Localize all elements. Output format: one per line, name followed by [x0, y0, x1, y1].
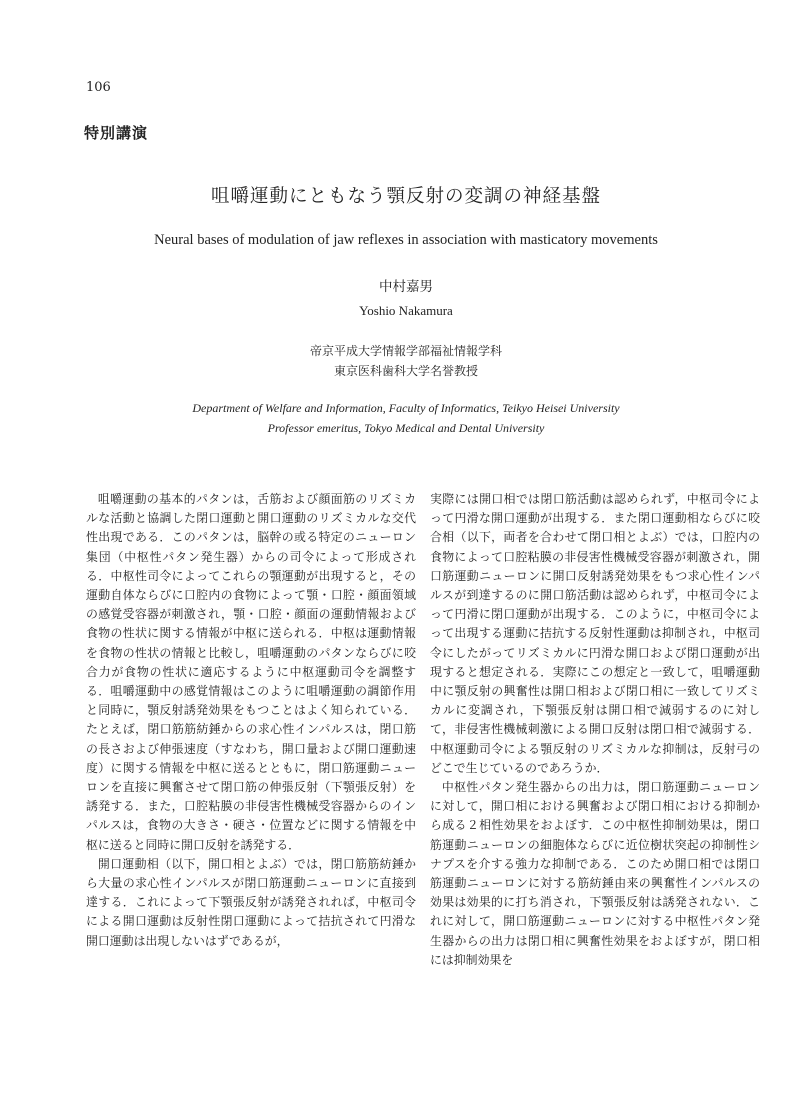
body-left-column	[86, 490, 416, 951]
author-japanese: 中村嘉男	[379, 279, 433, 295]
page-number: 106	[86, 80, 111, 95]
affiliation-english-line: Department of Welfare and Information, Faculty of Informatics, Teikyo Heisei University	[192, 401, 620, 415]
body-paragraph: 実際には開口相では閉口筋活動は認められず，中枢司令によって円滑な開口運動が出現する．また閉口運動相ならびに咬合相（以下，両者を合わせて閉口相とよぶ）では，口腔内の食物によって口腔粘膜の非侵害性機械受容器が刺激され，開口筋運動ニューロンに開口反射誘発効果をもつ求心性インパルスが到達するのに開口筋活動は認められず，中枢司令によって円滑に閉口運動が出現する．このように，中枢司令によって出現する運動に拮抗する反射性運動は抑制され，中枢司令にしたがってリズミカルに円滑な開口および閉口運動が出現すると想定される．実際にこの想定と一致して，咀嚼運動中に顎反射の興奮性は開口相および閉口相に一致してリズミカルに変調され，下顎張反射は開口相で減弱するのに対して，非侵害性機械刺激による開口反射は閉口相で減弱する．中枢運動司令による顎反射のリズミカルな抑制は，反射弓のどこで生じているのであろうか．	[430, 492, 760, 775]
affiliation-english	[0, 398, 812, 438]
affiliation-japanese	[0, 341, 812, 381]
author-english: Yoshio Nakamura	[359, 303, 453, 318]
affiliation-english-line: Professor emeritus, Tokyo Medical and Dental University	[267, 421, 545, 435]
section-label: 特別講演	[84, 124, 149, 142]
body-right-column	[430, 490, 760, 970]
body-paragraph: 開口運動相（以下，開口相とよぶ）では，閉口筋筋紡錘から大量の求心性インパルスが閉口筋運動ニューロンに直接到達する．これによって下顎張反射が誘発されれば，中枢司令による開口運動は反射性閉口運動によって拮抗されて円滑な開口運動は出現しないはずであるが，	[86, 856, 416, 948]
affiliation-japanese-line: 東京医科歯科大学名誉教授	[333, 364, 478, 378]
title-japanese: 咀嚼運動にともなう顎反射の変調の神経基盤	[210, 186, 601, 207]
body-paragraph: 中枢性パタン発生器からの出力は，閉口筋運動ニューロンに対して，開口相における興奮および閉口相における抑制から成る２相性効果をおよぼす．この中枢性抑制効果は，閉口筋運動ニューロンの細胞体ならびに近位樹状突起の抑制性シナプスを介する強力な抑制である．このため開口相では閉口筋運動ニューロンに対する筋紡錘由来の興奮性インパルスの効果は効果的に打ち消され，下顎張反射は誘発されない．これに対して，開口筋運動ニューロンに対する中枢性パタン発生器からの出力は閉口相に興奮性効果をおよぼすが，閉口相には抑制効果を	[430, 780, 760, 967]
affiliation-japanese-line: 帝京平成大学情報学部福祉情報学科	[309, 344, 502, 358]
title-english: Neural bases of modulation of jaw reflexes in association with masticatory movements	[154, 232, 658, 248]
body-paragraph: 咀嚼運動の基本的パタンは，舌筋および顔面筋のリズミカルな活動と協調した閉口運動と開口運動のリズミカルな交代性出現である．このパタンは，脳幹の或る特定のニューロン集団（中枢性パタン発生器）からの司令によって形成される．中枢性司令によってこれらの顎運動が出現すると，その運動自体ならびに口腔内の食物によって顎・口腔・顔面領域の感覚受容器が刺激され，顎・口腔・顔面の運動情報および食物の性状に関する情報が中枢に送られる．中枢は運動情報を食物の性状の情報と比較し，咀嚼運動のパタンならびに咬合力が食物の性状に適応するように中枢運動司令を調整する．咀嚼運動中の感覚情報はこのように咀嚼運動の調節作用と同時に，顎反射誘発効果をもつことはよく知られている．たとえば，閉口筋筋紡錘からの求心性インパルスは，閉口筋の長さおよび伸張速度（すなわち，開口量および開口運動速度）に関する情報を中枢に送るとともに，閉口筋運動ニューロンを直接に興奮させて閉口筋の伸張反射（下顎張反射）を誘発する．また，口腔粘膜の非侵害性機械受容器からのインパルスは，食物の大きさ・硬さ・位置などに関する情報を中枢に送ると同時に開口反射を誘発する．	[86, 492, 416, 852]
